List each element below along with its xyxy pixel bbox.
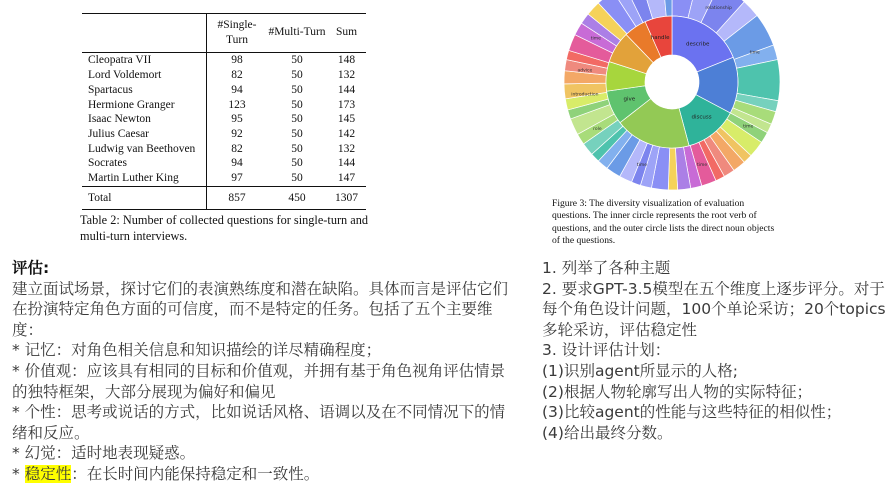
table-cell: 173 (337, 98, 356, 111)
table-cell: 50 (291, 172, 303, 185)
method-item: (4)给出最终分数。 (542, 423, 673, 442)
table-cell: 132 (337, 142, 356, 155)
table-header-sum: Sum (327, 14, 366, 53)
table-row (82, 98, 366, 113)
table-cell: 50 (291, 127, 303, 140)
notes-bullet: * (12, 464, 25, 483)
table-cell: 123 (228, 98, 246, 111)
question-count-table (82, 13, 366, 210)
table-cell: 147 (337, 172, 356, 185)
notes-title: 评估: (12, 259, 50, 277)
table-row (82, 68, 366, 83)
table-cell: 132 (337, 69, 356, 82)
table-row (82, 112, 366, 127)
table-cell: 98 (231, 54, 243, 67)
table-cell: 50 (291, 69, 303, 82)
table-cell: Ludwig van Beethoven (82, 142, 207, 157)
table-row (82, 142, 366, 157)
sunburst-outer-label: time (636, 163, 647, 169)
table-cell: Lord Voldemort (82, 68, 207, 83)
table-cell: 145 (337, 113, 356, 126)
table-cell: 50 (291, 113, 303, 126)
sunburst-outer-label: time (697, 163, 708, 169)
table-total-label: Total (82, 186, 207, 210)
table-cell: Julius Caesar (82, 127, 207, 142)
notes-item-values: * 价值观：应该具有相同的目标和价值观，并拥有基于角色视角评估情景的独特框架，大部分展现为偏好和偏见 (12, 361, 506, 401)
table-cell: Hermione Granger (82, 98, 207, 113)
table-cell: 94 (231, 83, 243, 96)
table-cell: 50 (291, 54, 303, 67)
table-cell: 92 (231, 127, 243, 140)
table-cell: Cleopatra VII (82, 53, 207, 68)
method-item: 2. 要求GPT-3.5模型在五个维度上逐步评分。对于每个角色设计问题，100个单论采访；20个topics多轮采访，评估稳定性 (542, 279, 886, 339)
table-cell: 50 (291, 83, 303, 96)
table-cell: 97 (231, 172, 243, 185)
notes-item-text: ：在长时间内能保持稳定和一致性。 (71, 464, 320, 483)
evaluation-notes (12, 258, 512, 485)
sunburst-inner-label: discuss (691, 114, 712, 121)
sunburst-outer-label: time (749, 50, 760, 56)
method-item: 1. 列举了各种主题 (542, 259, 671, 277)
table-header-multi-turn: #Multi-Turn (267, 14, 327, 53)
sunburst-outer-label: relationship (705, 5, 732, 11)
sunburst-inner-label: describe (686, 41, 710, 48)
table-cell: 144 (337, 83, 356, 96)
table-cell: 144 (337, 157, 356, 170)
table-total-cell: 857 (207, 186, 268, 210)
method-item: (1)识别agent所显示的人格; (542, 361, 738, 380)
figure-caption: Figure 3: The diversity visualization of evaluation questions. The inner circle represents the root verb of questions, and the outer circle lists the direct noun objects of the questions. (552, 198, 775, 246)
table-cell: 82 (231, 69, 243, 82)
table-row (82, 53, 366, 68)
notes-item-hallucination: * 幻觉：适时地表现疑惑。 (12, 444, 196, 463)
table-caption: Table 2: Number of collected questions for single-turn and multi-turn interviews. (80, 213, 369, 243)
table-total-cell: 450 (267, 186, 327, 210)
sunburst-outer-label: introduction (571, 92, 599, 98)
table-row (82, 171, 366, 186)
sunburst-outer-label: advice (577, 68, 593, 74)
method-item: (2)根据人物轮廓写出人物的实际特征； (542, 382, 812, 401)
table-cell: 94 (231, 157, 243, 170)
method-item: 3. 设计评估计划： (542, 341, 671, 360)
table-header-single-turn: #Single-Turn (207, 14, 268, 53)
table-row (82, 83, 366, 98)
notes-item-memory: * 记忆：对角色相关信息和知识描绘的详尽精确程度； (12, 341, 382, 360)
question-count-table-container (82, 13, 366, 210)
notes-item-personality: * 个性：思考或说话的方式，比如说话风格、语调以及在不同情况下的情绪和反应。 (12, 403, 506, 442)
table-total-row (82, 186, 366, 210)
sunburst-inner-label: handle (650, 35, 670, 42)
table-header-name (82, 14, 207, 53)
table-cell: Martin Luther King (82, 171, 207, 186)
table-cell: 82 (231, 142, 243, 155)
sunburst-outer-label: time (743, 124, 754, 130)
notes-item-stability (12, 464, 512, 485)
table-cell: 50 (291, 98, 303, 111)
method-notes (542, 258, 892, 443)
table-cell: 148 (337, 54, 356, 67)
table-total-cell: 1307 (327, 186, 366, 210)
notes-paragraph: 建立面试场景，探讨它们的表演熟练度和潜在缺陷。具体而言是评估它们在扮演特定角色方面的可信度，而不是特定的任务。包括了五个主要维度： (12, 279, 509, 339)
table-row (82, 127, 366, 142)
table-cell: Spartacus (82, 83, 207, 98)
sunburst-outer-label: role (593, 127, 602, 133)
table-cell: Isaac Newton (82, 112, 207, 127)
sunburst-center (645, 55, 699, 109)
sunburst-diagram (562, 0, 782, 192)
sunburst-inner-ring (606, 16, 738, 148)
sunburst-outer-label: time (590, 36, 601, 42)
highlighted-term: 稳定性 (24, 464, 72, 483)
table-cell: 50 (291, 142, 303, 155)
sunburst-inner-label: give (623, 96, 636, 103)
table-row (82, 156, 366, 171)
table-cell: Socrates (82, 156, 207, 171)
table-cell: 142 (337, 127, 356, 140)
table-cell: 95 (231, 113, 243, 126)
table-cell: 50 (291, 157, 303, 170)
method-item: (3)比较agent的性能与这些特征的相似性； (542, 403, 842, 422)
